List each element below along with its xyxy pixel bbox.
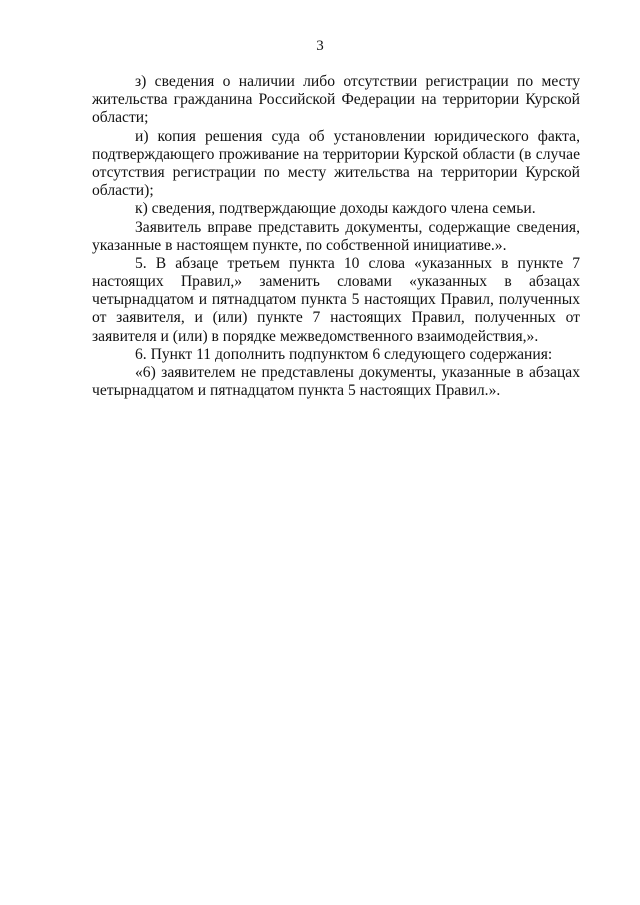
page-number: 3 bbox=[316, 38, 324, 54]
paragraph bbox=[92, 346, 580, 364]
text-line: 5. В абзаце третьем пункта 10 слова «указанных в пункте 7 bbox=[135, 254, 580, 272]
text-line: 6. Пункт 11 дополнить подпунктом 6 следующего содержания: bbox=[135, 345, 553, 363]
text-line: отсутствия регистрации по месту жительства на территории Курской bbox=[92, 163, 580, 181]
text-line: «6) заявителем не представлены документы, указанные в абзацах bbox=[135, 364, 580, 381]
paragraph bbox=[92, 128, 580, 201]
text-line: и) копия решения суда об установлении юридического факта, bbox=[135, 127, 580, 145]
paragraph bbox=[92, 255, 580, 346]
text-line: четырнадцатом и пятнадцатом пункта 5 настоящих Правил, полученных bbox=[92, 291, 580, 309]
text-line: з) сведения о наличии либо отсутствии регистрации по месту bbox=[135, 73, 580, 90]
text-line: к) сведения, подтверждающие доходы каждого члена семьи. bbox=[135, 200, 536, 218]
text-line: указанные в настоящем пункте, по собственной инициативе.». bbox=[92, 236, 507, 254]
paragraph bbox=[92, 219, 580, 255]
text-line: четырнадцатом и пятнадцатом пункта 5 настоящих Правил.». bbox=[92, 382, 501, 400]
text-line: подтверждающего проживание на территории Курской области (в случае bbox=[92, 145, 580, 163]
paragraph bbox=[92, 364, 580, 400]
text-line: области; bbox=[92, 109, 149, 127]
text-line: настоящих Правил,» заменить словами «указанных в абзацах bbox=[92, 273, 580, 291]
document-body bbox=[92, 73, 580, 400]
text-line: Заявитель вправе представить документы, содержащие сведения, bbox=[135, 218, 580, 236]
text-line: жительства гражданина Российской Федерации на территории Курской bbox=[92, 91, 580, 109]
text-line: от заявителя, и (или) пункте 7 настоящих Правил, полученных от bbox=[92, 309, 580, 327]
text-line: области); bbox=[92, 182, 154, 200]
text-line: заявителя и (или) в порядке межведомственного взаимодействия,». bbox=[92, 327, 539, 345]
paragraph bbox=[92, 73, 580, 128]
paragraph bbox=[92, 200, 580, 218]
